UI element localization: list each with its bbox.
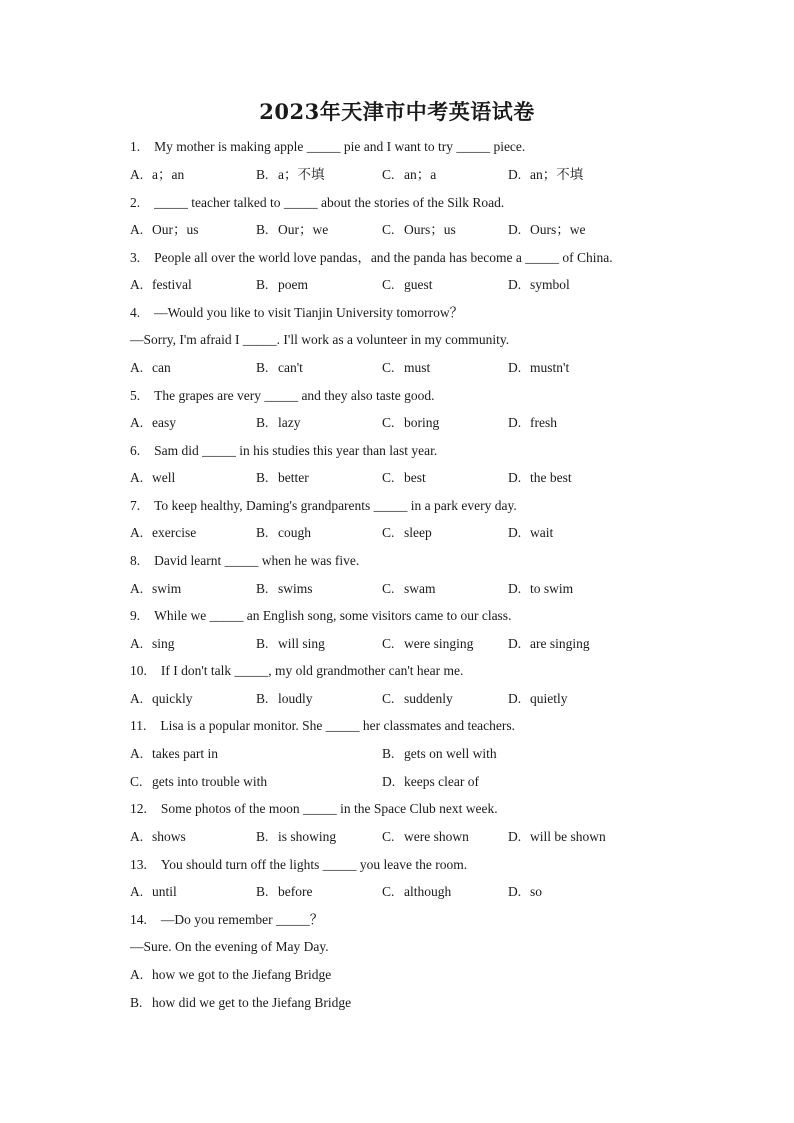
- option-text: so: [530, 884, 543, 899]
- option-a[interactable]: [130, 167, 184, 183]
- question-text: —Would you like to visit Tianjin University tomorrow？: [154, 305, 464, 320]
- option-b[interactable]: [256, 884, 312, 900]
- option-text: will be shown: [530, 829, 606, 844]
- option-text: well: [152, 470, 176, 485]
- question-text: To keep healthy, Daming's grandparents _____ in a park every day.: [154, 498, 517, 513]
- option-text: swims: [278, 581, 313, 596]
- option-b[interactable]: [256, 360, 303, 376]
- option-text: the best: [530, 470, 572, 485]
- option-d[interactable]: [508, 581, 573, 597]
- option-a[interactable]: [130, 360, 171, 376]
- question-number: 10.: [130, 663, 147, 678]
- option-letter: D.: [508, 360, 522, 375]
- question-text: _____ teacher talked to _____ about the stories of the Silk Road.: [154, 195, 505, 210]
- option-letter: A.: [130, 691, 144, 706]
- question-number: 11.: [130, 718, 147, 733]
- option-letter: B.: [256, 525, 269, 540]
- option-text: better: [278, 470, 309, 485]
- option-text: Ours；us: [404, 222, 456, 237]
- question-number: 13.: [130, 857, 147, 872]
- option-text: a；an: [152, 167, 185, 182]
- option-c[interactable]: [382, 525, 432, 541]
- option-text: takes part in: [152, 746, 218, 761]
- question-text: David learnt _____ when he was five.: [154, 553, 360, 568]
- option-text: an；不填: [530, 167, 584, 182]
- option-c[interactable]: [382, 415, 439, 431]
- option-letter: A.: [130, 581, 144, 596]
- option-letter: B.: [130, 995, 143, 1010]
- option-text: keeps clear of: [404, 774, 479, 789]
- option-c[interactable]: [382, 277, 433, 293]
- option-letter: A.: [130, 636, 144, 651]
- option-d[interactable]: [508, 636, 590, 652]
- question-4: [130, 305, 463, 321]
- option-c[interactable]: [382, 167, 436, 183]
- option-letter: B.: [256, 470, 269, 485]
- option-letter: B.: [256, 829, 269, 844]
- option-c[interactable]: [382, 691, 453, 707]
- option-b[interactable]: [256, 222, 328, 238]
- option-text: swam: [404, 581, 436, 596]
- option-letter: C.: [382, 470, 395, 485]
- question-14: [130, 912, 323, 928]
- option-letter: C.: [130, 774, 143, 789]
- question-number: 7.: [130, 498, 141, 513]
- option-letter: D.: [508, 829, 522, 844]
- option-text: mustn't: [530, 360, 570, 375]
- question-7: [130, 498, 517, 514]
- option-d[interactable]: [508, 222, 586, 238]
- option-text: wait: [530, 525, 554, 540]
- option-text: to swim: [530, 581, 574, 596]
- option-a[interactable]: [130, 581, 181, 597]
- option-d[interactable]: [508, 277, 570, 293]
- option-text: quietly: [530, 691, 568, 706]
- option-text: guest: [404, 277, 433, 292]
- question-number: 14.: [130, 912, 147, 927]
- page-title: 2023年天津市中考英语试卷: [259, 99, 535, 124]
- option-a[interactable]: [130, 884, 177, 900]
- question-number: 5.: [130, 388, 141, 403]
- option-letter: A.: [130, 967, 144, 982]
- option-letter: A.: [130, 277, 144, 292]
- option-text: how did we get to the Jiefang Bridge: [152, 995, 352, 1010]
- option-b[interactable]: [256, 277, 308, 293]
- question-text: People all over the world love pandas，and the panda has become a _____ of China.: [154, 250, 613, 265]
- option-letter: C.: [382, 636, 395, 651]
- option-text: a；不填: [278, 167, 325, 182]
- option-text: gets into trouble with: [152, 774, 268, 789]
- option-c[interactable]: [382, 884, 451, 900]
- option-text: were singing: [404, 636, 474, 651]
- option-d[interactable]: [508, 360, 569, 376]
- option-a[interactable]: [130, 746, 218, 762]
- question-1: [130, 139, 525, 155]
- option-letter: D.: [508, 581, 522, 596]
- question-12: [130, 801, 498, 817]
- option-text: best: [404, 470, 426, 485]
- option-letter: A.: [130, 360, 144, 375]
- option-letter: D.: [508, 636, 522, 651]
- option-text: loudly: [278, 691, 313, 706]
- option-text: gets on well with: [404, 746, 497, 761]
- option-letter: B.: [256, 581, 269, 596]
- option-letter: C.: [382, 277, 395, 292]
- question-text: Lisa is a popular monitor. She _____ her classmates and teachers.: [160, 718, 516, 733]
- option-letter: A.: [130, 884, 144, 899]
- option-letter: A.: [130, 222, 144, 237]
- option-text: were shown: [404, 829, 469, 844]
- option-letter: C.: [382, 525, 395, 540]
- option-text: will sing: [278, 636, 325, 651]
- option-letter: C.: [382, 167, 395, 182]
- option-letter: C.: [382, 415, 395, 430]
- option-b[interactable]: [130, 995, 351, 1011]
- option-letter: D.: [508, 525, 522, 540]
- option-text: until: [152, 884, 177, 899]
- question-text: The grapes are very _____ and they also taste good.: [154, 388, 435, 403]
- option-text: how we got to the Jiefang Bridge: [152, 967, 332, 982]
- option-text: can't: [278, 360, 303, 375]
- option-d[interactable]: [508, 470, 572, 486]
- option-letter: A.: [130, 470, 144, 485]
- option-letter: B.: [256, 691, 269, 706]
- option-a[interactable]: [130, 277, 192, 293]
- question-11: [130, 718, 515, 734]
- question-13: [130, 857, 467, 873]
- option-letter: D.: [382, 774, 396, 789]
- question-text: Sam did _____ in his studies this year than last year.: [154, 443, 438, 458]
- option-text: sing: [152, 636, 175, 651]
- option-text: lazy: [278, 415, 301, 430]
- option-d[interactable]: [508, 167, 583, 183]
- question-2: [130, 195, 504, 211]
- option-d[interactable]: [508, 884, 542, 900]
- option-letter: B.: [256, 167, 269, 182]
- option-a[interactable]: [130, 967, 331, 983]
- question-number: 4.: [130, 305, 141, 320]
- option-a[interactable]: [130, 415, 176, 431]
- option-letter: D.: [508, 691, 522, 706]
- question-10: [130, 663, 463, 679]
- question-number: 1.: [130, 139, 141, 154]
- option-letter: B.: [382, 746, 395, 761]
- option-letter: B.: [256, 415, 269, 430]
- question-text: While we _____ an English song, some visitors came to our class.: [154, 608, 512, 623]
- option-text: easy: [152, 415, 176, 430]
- option-text: Ours；we: [530, 222, 586, 237]
- option-letter: A.: [130, 415, 144, 430]
- question-4-reply: —Sorry, I'm afraid I _____. I'll work as a volunteer in my community.: [130, 332, 510, 347]
- option-text: sleep: [404, 525, 432, 540]
- question-number: 12.: [130, 801, 147, 816]
- option-text: swim: [152, 581, 182, 596]
- option-letter: C.: [382, 222, 395, 237]
- option-text: must: [404, 360, 431, 375]
- option-text: fresh: [530, 415, 557, 430]
- option-letter: C.: [382, 884, 395, 899]
- option-a[interactable]: [130, 636, 175, 652]
- question-text: You should turn off the lights _____ you leave the room.: [160, 857, 468, 872]
- option-text: can: [152, 360, 171, 375]
- question-number: 9.: [130, 608, 141, 623]
- option-letter: D.: [508, 470, 522, 485]
- option-a[interactable]: [130, 829, 186, 845]
- option-letter: D.: [508, 277, 522, 292]
- option-letter: B.: [256, 222, 269, 237]
- option-letter: A.: [130, 746, 144, 761]
- option-a[interactable]: [130, 470, 175, 486]
- option-letter: C.: [382, 581, 395, 596]
- option-text: suddenly: [404, 691, 453, 706]
- option-text: boring: [404, 415, 440, 430]
- option-c[interactable]: [382, 636, 473, 652]
- question-text: If I don't talk _____, my old grandmother can't hear me.: [160, 663, 464, 678]
- option-letter: A.: [130, 829, 144, 844]
- option-b[interactable]: [256, 829, 336, 845]
- question-8: [130, 553, 359, 569]
- question-number: 3.: [130, 250, 141, 265]
- option-text: exercise: [152, 525, 197, 540]
- option-letter: D.: [508, 415, 522, 430]
- option-c[interactable]: [382, 222, 456, 238]
- option-letter: B.: [256, 360, 269, 375]
- option-d[interactable]: [382, 774, 479, 790]
- option-text: Our；us: [152, 222, 199, 237]
- question-text: —Do you remember _____？: [160, 912, 324, 927]
- question-number: 8.: [130, 553, 141, 568]
- option-c[interactable]: [382, 581, 436, 597]
- option-text: before: [278, 884, 313, 899]
- question-6: [130, 443, 437, 459]
- option-a[interactable]: [130, 525, 196, 541]
- option-a[interactable]: [130, 222, 199, 238]
- option-text: poem: [278, 277, 308, 292]
- option-letter: B.: [256, 277, 269, 292]
- option-b[interactable]: [256, 525, 311, 541]
- option-letter: C.: [382, 360, 395, 375]
- option-c[interactable]: [382, 360, 430, 376]
- option-letter: D.: [508, 222, 522, 237]
- option-text: cough: [278, 525, 311, 540]
- question-number: 6.: [130, 443, 141, 458]
- option-a[interactable]: [130, 691, 193, 707]
- option-letter: D.: [508, 167, 522, 182]
- option-text: festival: [152, 277, 192, 292]
- option-b[interactable]: [256, 691, 313, 707]
- option-text: quickly: [152, 691, 193, 706]
- option-text: are singing: [530, 636, 590, 651]
- option-text: symbol: [530, 277, 570, 292]
- option-text: although: [404, 884, 452, 899]
- option-b[interactable]: [256, 581, 313, 597]
- option-b[interactable]: [382, 746, 497, 762]
- question-9: [130, 608, 511, 624]
- option-letter: A.: [130, 167, 144, 182]
- option-letter: C.: [382, 829, 395, 844]
- option-text: shows: [152, 829, 186, 844]
- option-b[interactable]: [256, 415, 301, 431]
- option-letter: B.: [256, 636, 269, 651]
- option-c[interactable]: [382, 470, 426, 486]
- option-b[interactable]: [256, 470, 309, 486]
- option-d[interactable]: [508, 525, 553, 541]
- question-text: My mother is making apple _____ pie and I want to try _____ piece.: [154, 139, 526, 154]
- option-d[interactable]: [508, 415, 557, 431]
- option-d[interactable]: [508, 829, 606, 845]
- option-b[interactable]: [256, 636, 325, 652]
- option-d[interactable]: [508, 691, 568, 707]
- option-text: is showing: [278, 829, 337, 844]
- question-number: 2.: [130, 195, 141, 210]
- option-letter: A.: [130, 525, 144, 540]
- option-letter: D.: [508, 884, 522, 899]
- option-b[interactable]: [256, 167, 325, 183]
- question-3: [130, 250, 613, 266]
- option-letter: B.: [256, 884, 269, 899]
- option-c[interactable]: [382, 829, 469, 845]
- option-text: Our；we: [278, 222, 329, 237]
- question-14-reply: —Sure. On the evening of May Day.: [130, 939, 329, 954]
- option-letter: C.: [382, 691, 395, 706]
- option-text: an；a: [404, 167, 437, 182]
- question-5: [130, 388, 435, 404]
- question-text: Some photos of the moon _____ in the Space Club next week.: [160, 801, 498, 816]
- option-c[interactable]: [130, 774, 267, 790]
